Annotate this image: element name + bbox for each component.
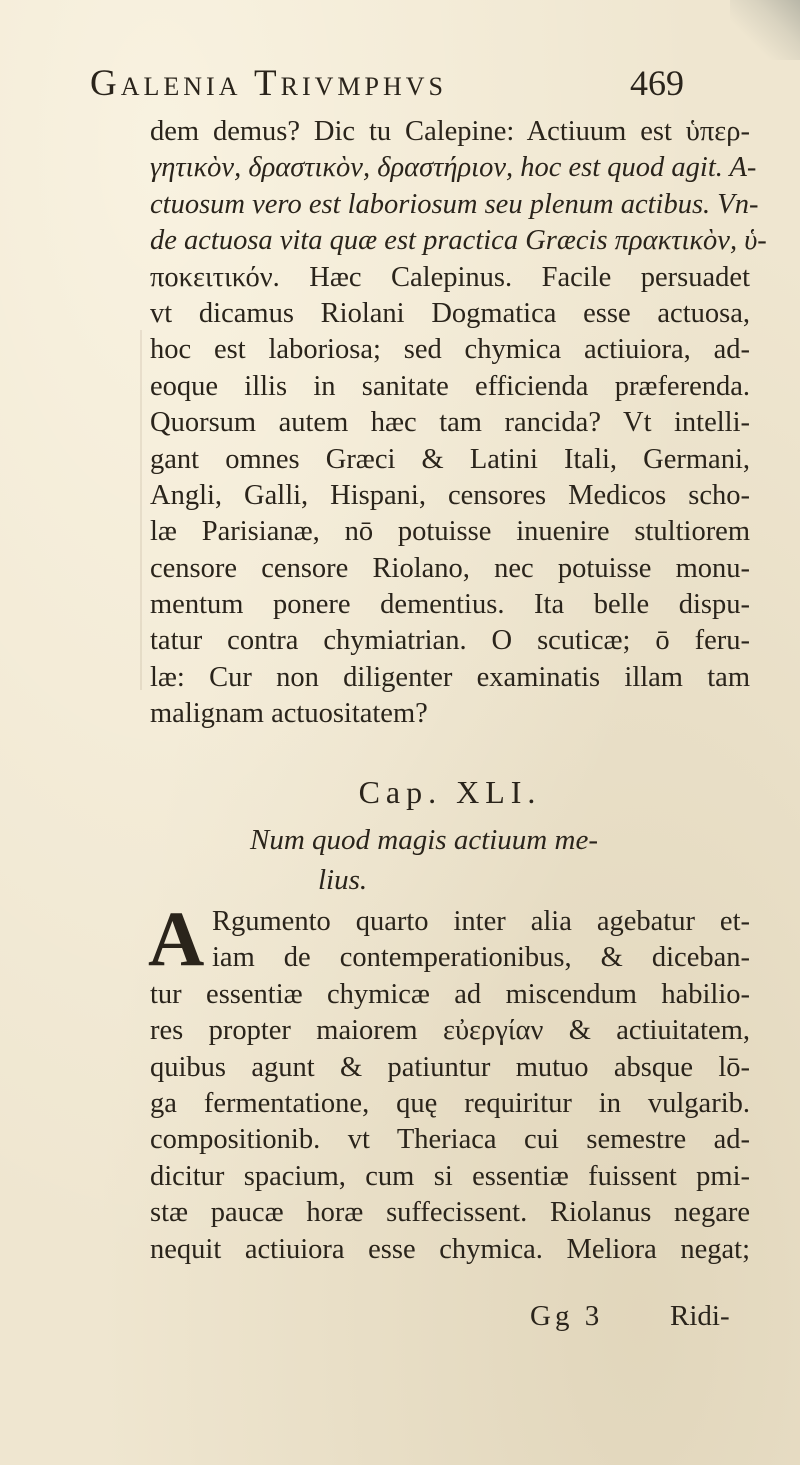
page-crease [140, 330, 142, 690]
text-line: iam de contemperationibus, & diceban- [212, 942, 750, 974]
text-line: γητικὸν, δραστικὸν, δραστήριον, hoc est quod agit. A- [150, 152, 757, 184]
text-line: Quorsum autem hæc tam rancida? Vt intelli- [150, 407, 750, 439]
text-line: ga fermentatione, quę requiritur in vulgarib. [150, 1087, 750, 1119]
text-line: dem demus? Dic tu Calepine: Actiuum est ὑπερ- [150, 116, 750, 147]
chapter-title-line: lius. [318, 864, 368, 896]
paragraph-1 [150, 114, 767, 733]
text-line: res propter maiorem εὐεργίαν & actiuitatem, [150, 1015, 750, 1047]
text-line: tur essentiæ chymicæ ad miscendum habilio- [150, 978, 750, 1010]
page-corner-stain [730, 0, 800, 60]
text-line: quibus agunt & patiuntur mutuo absque lō- [150, 1051, 750, 1083]
page-header [90, 62, 690, 112]
chapter-title [150, 820, 750, 900]
text-line: hoc est laboriosa; sed chymica actiuiora, ad- [150, 334, 750, 366]
page-footer [150, 1300, 750, 1340]
running-title: Galenia Trivmphvs [90, 63, 448, 104]
text-line: compositionib. vt Theriaca cui semestre ad- [150, 1124, 750, 1156]
text-line: ctuosum vero est laboriosum seu plenum actibus. Vn- [150, 188, 759, 220]
text-line: de actuosa vita quæ est practica Græcis πρακτικὸν, ὑ- [150, 225, 767, 257]
text-line: gant omnes Græci & Latini Itali, Germani, [150, 443, 750, 475]
page-number: 469 [630, 63, 684, 103]
drop-cap: A [148, 895, 205, 982]
text-line: eoque illis in sanitate efficienda præferenda. [150, 370, 750, 402]
text-line: dicitur spacium, cum si essentiæ fuissent pmi- [150, 1160, 750, 1192]
text-line: Rgumento quarto inter alia agebatur et- [212, 906, 750, 937]
text-line: læ: Cur non diligenter examinatis illam tam [150, 661, 750, 693]
catchword: Ridi- [670, 1300, 730, 1332]
paragraph-2 [148, 895, 750, 1268]
chapter-title-line: Num quod magis actiuum me- [250, 824, 598, 856]
text-line: stæ paucæ horæ suffecissent. Riolanus negare [150, 1197, 750, 1229]
text-line: ποκειτικόν. Hæc Calepinus. Facile persuadet [150, 261, 750, 293]
chapter-number: Cap. XLI. [358, 774, 542, 810]
text-line: vt dicamus Riolani Dogmatica esse actuosa, [150, 297, 750, 329]
text-line: læ Parisianæ, nō potuisse inuenire stultiorem [150, 516, 750, 548]
text-line: malignam actuositatem? [150, 698, 428, 730]
text-line: censore censore Riolano, nec potuisse monu- [150, 552, 750, 584]
text-line: Angli, Galli, Hispani, censores Medicos scho- [150, 479, 750, 511]
text-line: nequit actiuiora esse chymica. Meliora negat; [150, 1233, 750, 1265]
text-line: tatur contra chymiatrian. O scuticæ; ō feru- [150, 625, 750, 657]
signature-mark: Gg 3 [530, 1300, 604, 1332]
text-line: mentum ponere dementius. Ita belle dispu- [150, 589, 750, 621]
